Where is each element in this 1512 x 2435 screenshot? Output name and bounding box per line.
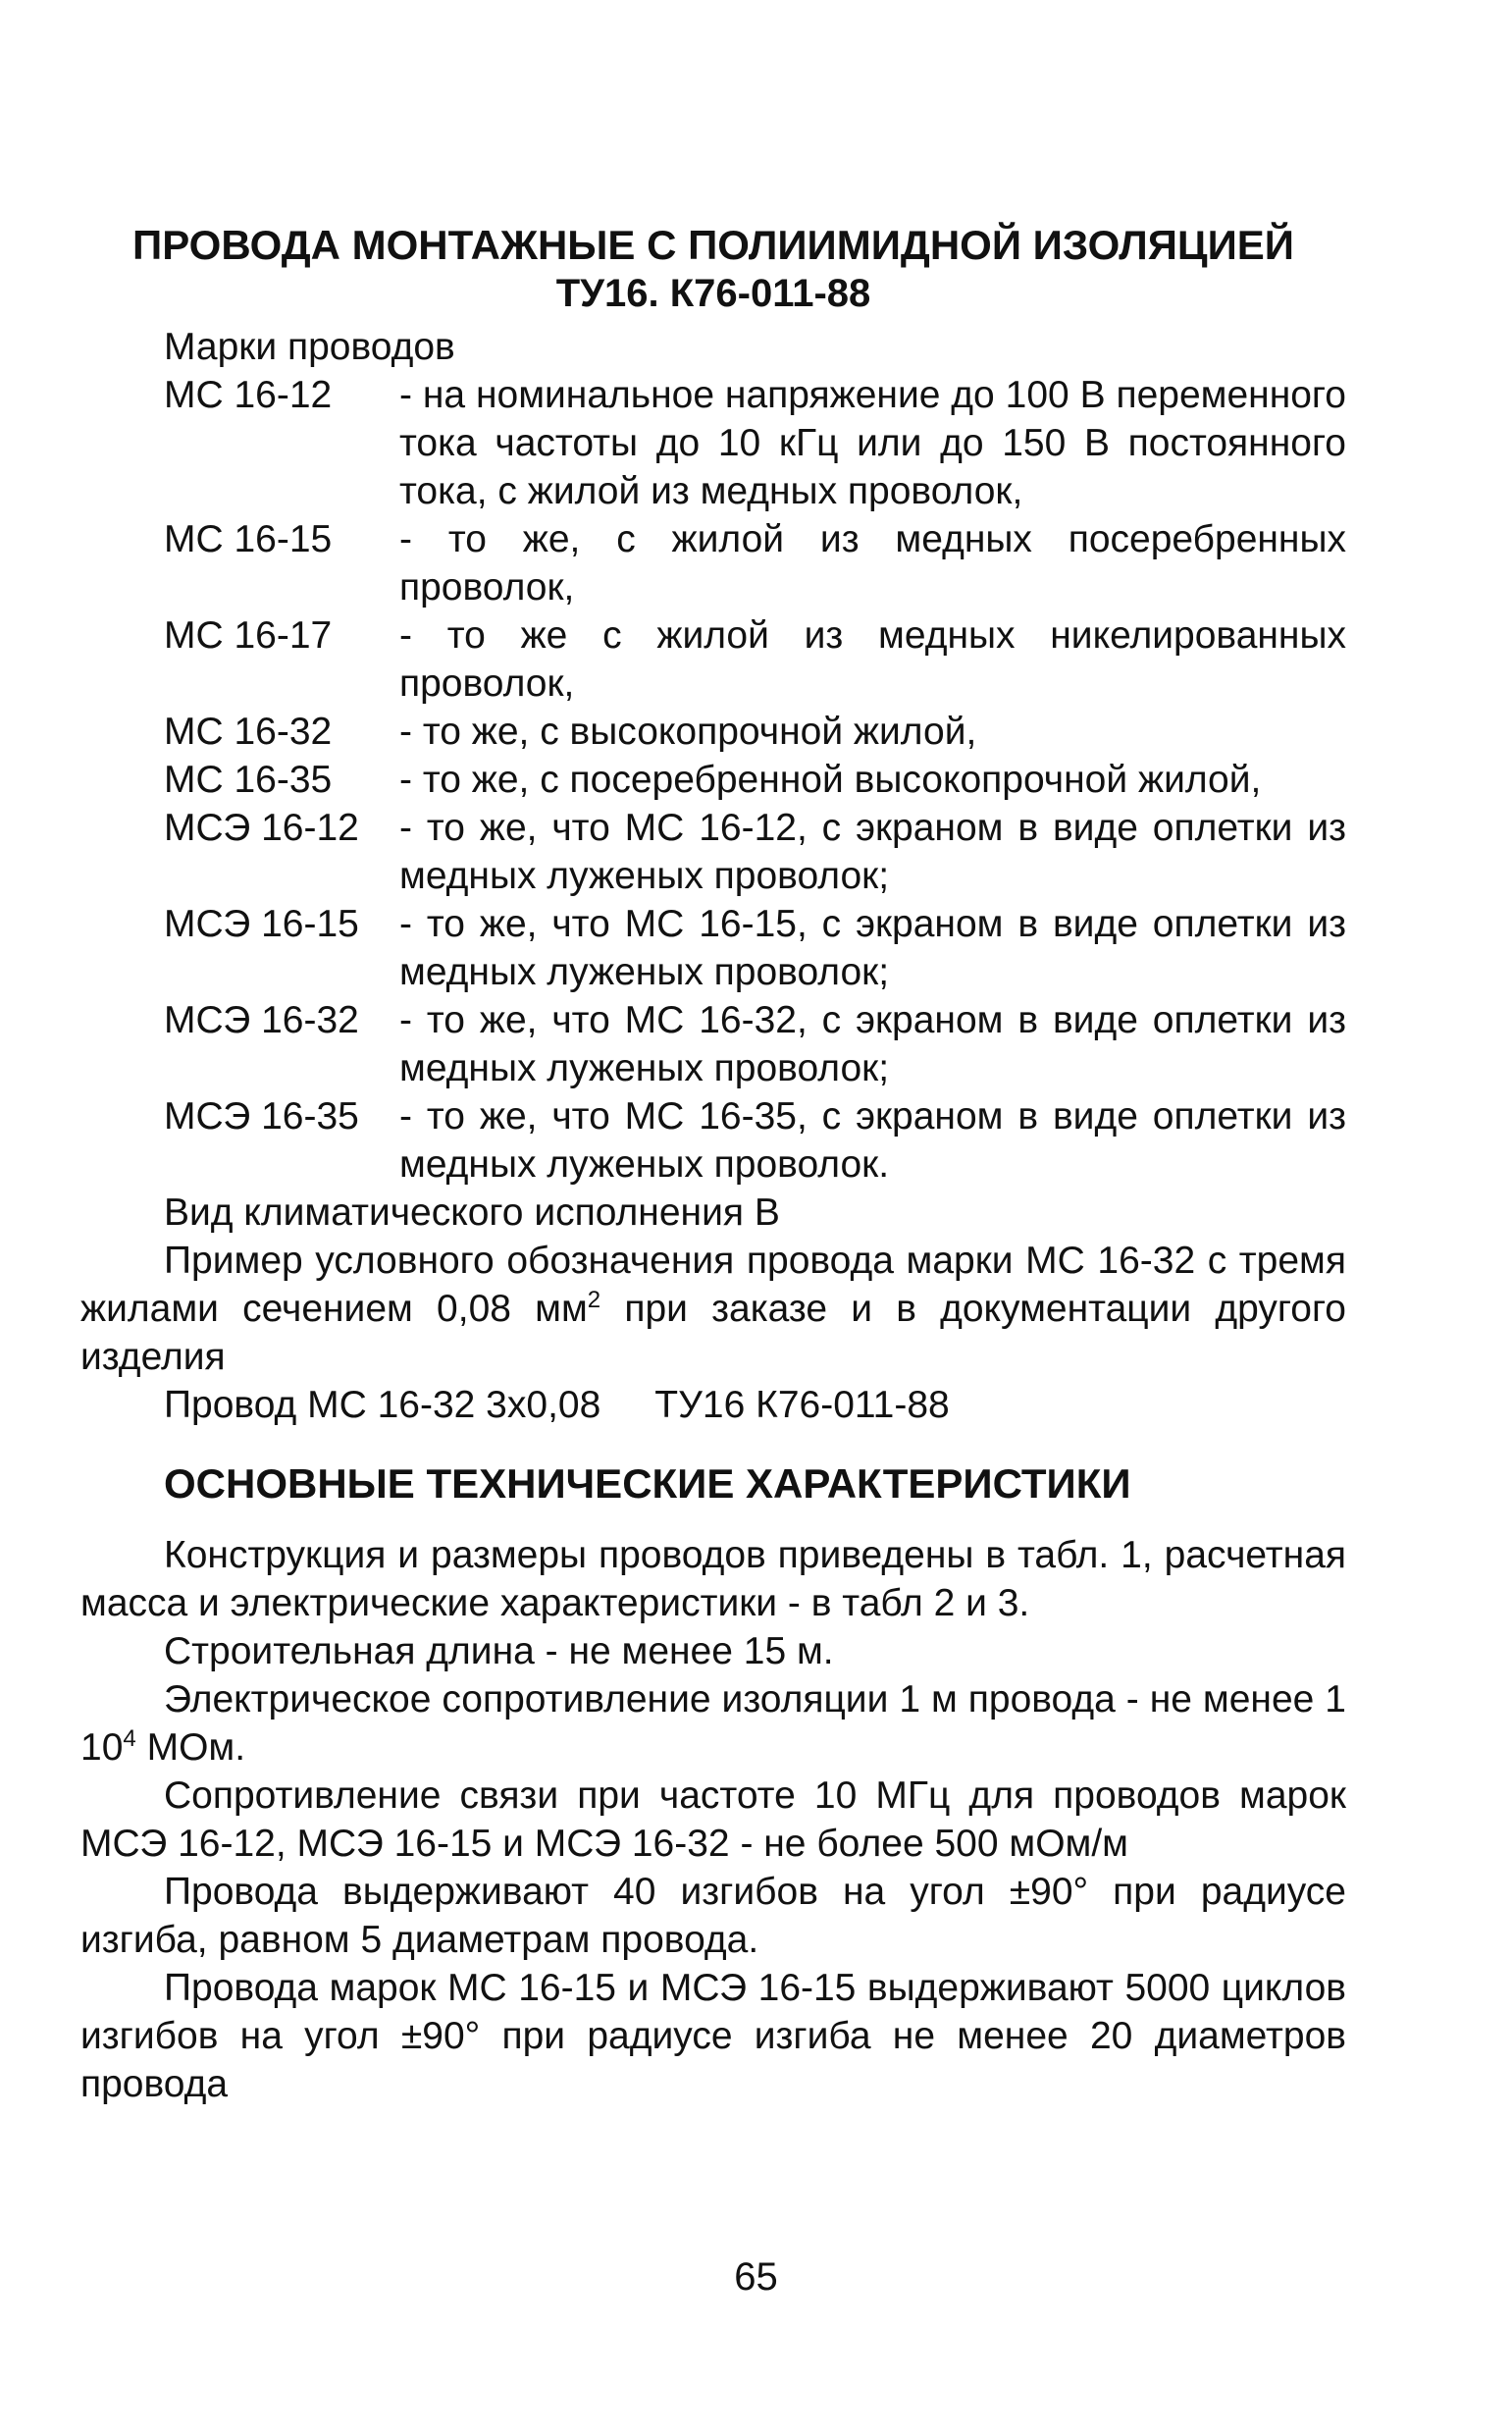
page-number: 65: [734, 2255, 778, 2299]
example-designation: [80, 1381, 1346, 1429]
mark-item: [80, 371, 1346, 515]
climate-text: Вид климатического исполнения В: [164, 1191, 780, 1234]
mark-item: [80, 611, 1346, 708]
mark-desc: - то же, с посеребренной высокопрочной жилой,: [399, 759, 1262, 801]
paragraph-length: Строительная длина - не менее 15 м.: [164, 1630, 834, 1672]
section-heading: ОСНОВНЫЕ ТЕХНИЧЕСКИЕ ХАРАКТЕРИСТИКИ: [164, 1460, 1131, 1507]
example-intro-text-a: Пример условного обозначения провода марки МС 16-32 с тремя жилами сечением 0,08 мм: [80, 1240, 1346, 1330]
paragraph-coupling: Сопротивление связи при частоте 10 МГц для проводов марок МСЭ 16-12, МСЭ 16-15 и МСЭ 16-32 - не более 500 мОм/м: [80, 1774, 1346, 1865]
insulation-text-a: Электрическое сопротивление изоляции 1 м провода - не менее 1 10: [80, 1678, 1346, 1769]
example-code: Провод МС 16-32 3х0,08: [164, 1384, 601, 1426]
mark-code: МС 16-12: [164, 374, 333, 416]
mark-desc: - то же, с жилой из медных посеребренных проволок,: [399, 518, 1346, 609]
paragraph-insulation: [80, 1675, 1346, 1772]
mark-item: [80, 756, 1346, 804]
mark-item: [80, 996, 1346, 1092]
mark-code: МСЭ 16-35: [164, 1095, 359, 1138]
mark-desc: - то же, что МС 16-12, с экраном в виде оплетки из медных луженых проволок;: [399, 807, 1346, 897]
mark-code: МС 16-35: [164, 759, 333, 801]
paragraph-construction: Конструкция и размеры проводов приведены в табл. 1, расчетная масса и электрические характеристики - в табл 2 и 3.: [80, 1534, 1346, 1624]
document-page: [80, 221, 1346, 2108]
paragraph-cycles: Провода марок МС 16-15 и МСЭ 16-15 выдерживают 5000 циклов изгибов на угол ±90° при радиусе изгиба не менее 20 диаметров провода: [80, 1967, 1346, 2105]
mark-item: [80, 900, 1346, 996]
marks-heading: Марки проводов: [164, 326, 455, 368]
document-title: ПРОВОДА МОНТАЖНЫЕ С ПОЛИИМИДНОЙ ИЗОЛЯЦИЕЙ: [132, 222, 1294, 268]
example-intro-text-b: при заказе и в документации другого изделия: [80, 1288, 1346, 1378]
mark-code: МСЭ 16-12: [164, 807, 359, 849]
mark-desc: - то же, с высокопрочной жилой,: [399, 711, 977, 753]
mark-code: МС 16-15: [164, 518, 333, 560]
paragraph-bending: Провода выдерживают 40 изгибов на угол ±90° при радиусе изгиба, равном 5 диаметрам провода.: [80, 1871, 1346, 1961]
mark-item: [80, 515, 1346, 611]
mark-code: МС 16-32: [164, 711, 333, 753]
mark-desc: - то же, что МС 16-35, с экраном в виде оплетки из медных луженых проволок.: [399, 1095, 1346, 1186]
example-intro: [80, 1237, 1346, 1381]
mark-item: [80, 1092, 1346, 1189]
mark-desc: - то же, что МС 16-15, с экраном в виде оплетки из медных луженых проволок;: [399, 903, 1346, 993]
mark-desc: - на номинальное напряжение до 100 В переменного тока частоты до 10 кГц или до 150 В постоянного тока, с жилой из медных проволок,: [399, 374, 1346, 512]
example-tu: ТУ16 К76-011-88: [654, 1384, 950, 1426]
document-subtitle: ТУ16. К76-011-88: [555, 272, 871, 315]
mark-item: [80, 804, 1346, 900]
mark-desc: - то же с жилой из медных никелированных проволок,: [399, 614, 1346, 705]
mark-desc: - то же, что МС 16-32, с экраном в виде оплетки из медных луженых проволок;: [399, 999, 1346, 1089]
marks-list: [80, 371, 1346, 1189]
example-intro-superscript: 2: [587, 1287, 601, 1313]
mark-item: [80, 708, 1346, 756]
mark-code: МСЭ 16-15: [164, 903, 359, 945]
insulation-superscript: 4: [123, 1725, 136, 1752]
mark-code: МС 16-17: [164, 614, 333, 657]
mark-code: МСЭ 16-32: [164, 999, 359, 1041]
insulation-text-b: МОм.: [135, 1726, 246, 1769]
